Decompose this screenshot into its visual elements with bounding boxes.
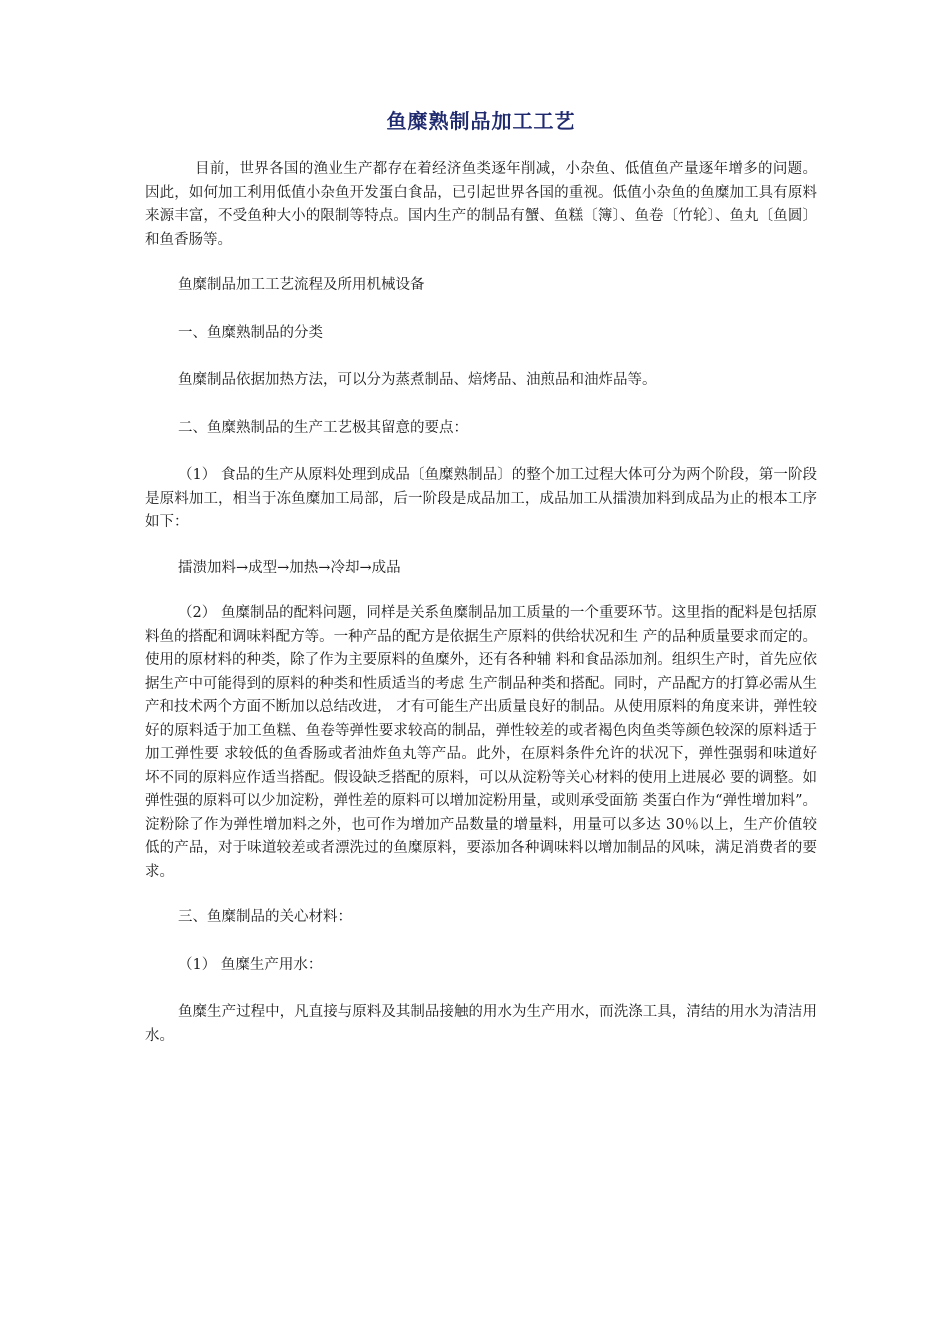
section2-heading: 二、鱼糜熟制品的生产工艺极其留意的要点： — [178, 419, 468, 436]
section3-heading: 三、鱼糜制品的关心材料： — [178, 909, 352, 925]
process-flow: 擂溃加料→成型→加热→冷却→成品 — [178, 559, 401, 576]
section2-item2-paragraph: （2） 鱼糜制品的配料问题，同样是关系鱼糜制品加工质量的一个重要环节。这里指的配料是包括原料鱼的搭配和调味料配方等。一种产品的配方是依据生产原料的供给状况和生 产的品种质量要求而定的。使用的原材料的种类，除了作为主要原料的鱼糜外，还有各种辅 料和食品添加剂。组织生产时，首先应依据生产中可能得到的原料的种类和性质适当的考虑 生产制品种类和搭配。同时，产品配方的打算必需从生产和技术两个方面不断加以总结改进， 才有可能生产出质量良好的制品。从使用原料的角度来讲，弹性较好的原料适于加工鱼糕、鱼卷等弹性要求较高的制品，弹性较差的或者褐色肉鱼类等颜色较深的原料适于加工弹性要 求较低的鱼香肠或者油炸鱼丸等产品。此外，在原料条件允许的状况下，弹性强弱和味道好 坏不同的原料应作适当搭配。假设缺乏搭配的原料，可以从淀粉等关心材料的使用上进展必 要的调整。如弹性强的原料可以少加淀粉，弹性差的原料可以增加淀粉用量，或则承受面筋 类蛋白作为“弹性增加料”。 淀粉除了作为弹性增加料之外，也可作为增加产品数量的增量料，用量可以多达 30％以上，生产价值较低的产品，对于味道较差或者漂洗过的鱼糜原料，要添加各种调味料以增加制品的风味，满足消费者的要求。 — [145, 605, 817, 880]
section3-item1-heading: （1） 鱼糜生产用水： — [178, 956, 323, 973]
section1-heading: 一、鱼糜熟制品的分类 — [178, 324, 323, 341]
document-title: 鱼糜熟制品加工工艺 — [386, 109, 576, 133]
process-heading: 鱼糜制品加工工艺流程及所用机械设备 — [178, 277, 425, 293]
section2-item1-paragraph: （1） 食品的生产从原料处理到成品〔鱼糜熟制品〕的整个加工过程大体可分为两个阶段，第一阶段是原料加工，相当于冻鱼糜加工局部，后一阶段是成品加工，成品加工从擂溃加料到成品为止的根本工序如下： — [145, 467, 817, 530]
intro-paragraph: 目前，世界各国的渔业生产都存在着经济鱼类逐年削减，小杂鱼、低值鱼产量逐年增多的问题。因此，如何加工利用低值小杂鱼开发蛋白食品，已引起世界各国的重视。低值小杂鱼的鱼糜加工具有原料来源丰富，不受鱼种大小的限制等特点。国内生产的制品有蟹、鱼糕〔簿〕、鱼卷〔竹轮〕、鱼丸〔鱼圆〕和鱼香肠等。 — [145, 161, 817, 248]
section3-text: 鱼糜生产过程中，凡直接与原料及其制品接触的用水为生产用水，而洗涤工具，清结的用水为清洁用水。 — [145, 1004, 817, 1044]
section1-text: 鱼糜制品依据加热方法，可以分为蒸煮制品、焙烤品、油煎品和油炸品等。 — [178, 372, 657, 388]
document-page — [145, 100, 817, 1070]
